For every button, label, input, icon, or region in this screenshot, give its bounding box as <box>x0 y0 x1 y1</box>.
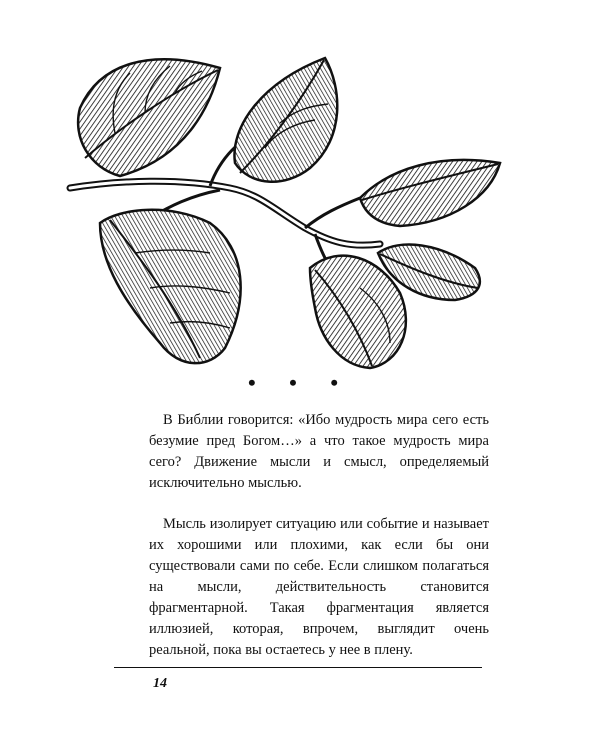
leaf-branch-illustration <box>60 38 520 378</box>
paragraph-1: В Библии говорится: «Ибо мудрость мира сего есть безумие пред Богом…» а что такое мудрость мира сего? Движение мысли и смысл, определяемый исключительно мыслью. <box>149 412 489 491</box>
leaf-right-upper <box>360 160 500 226</box>
paragraph-2: Мысль изолирует ситуацию или событие и называет их хорошими или плохими, как если бы они существовали сами по себе. Если слишком полагаться на мысли, действительность становится фрагментарной. Такая фрагментация является иллюзией, которая, впрочем, выглядит очень реальной, пока вы остаетесь у нее в плену. <box>149 516 489 658</box>
body-text <box>149 410 489 661</box>
leaf-top-left <box>78 59 220 176</box>
leaf-left-lower <box>100 210 241 363</box>
section-separator: • • • <box>247 370 353 395</box>
page-number: 14 <box>153 676 167 691</box>
footer-rule <box>114 667 482 668</box>
leaf-top-middle <box>234 58 337 182</box>
